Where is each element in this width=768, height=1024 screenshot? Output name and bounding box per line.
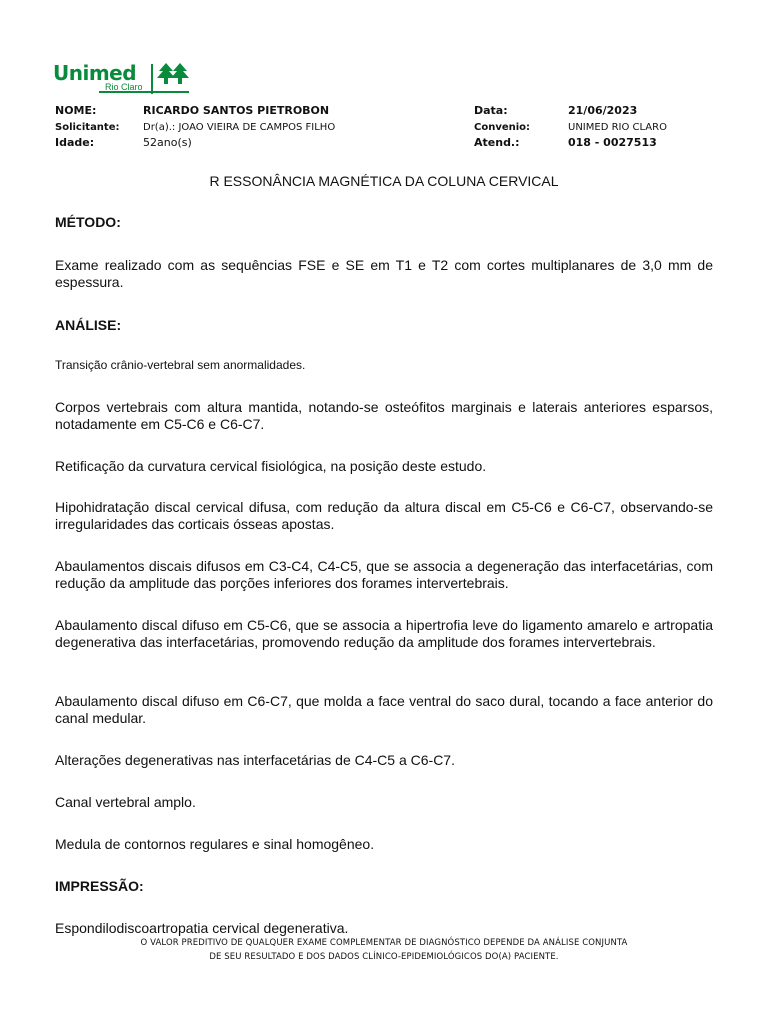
analise-heading: ANÁLISE: xyxy=(55,317,122,333)
convenio-value: UNIMED RIO CLARO xyxy=(568,122,667,133)
atend-label: Atend.: xyxy=(474,136,520,149)
analise-paragraph-3: Retificação da curvatura cervical fisiológica, na posição deste estudo. xyxy=(55,458,487,474)
logo-brand-text: Unimed xyxy=(53,61,137,85)
footer-disclaimer-line-1: O VALOR PREDITIVO DE QUALQUER EXAME COMPLEMENTAR DE DIAGNÓSTICO DEPENDE DA ANÁLISE CONJUNTA xyxy=(140,938,628,948)
logo-divider xyxy=(151,64,153,94)
logo-subtitle: Rio Claro xyxy=(105,82,143,92)
convenio-label: Convenio: xyxy=(474,122,531,133)
solicitante-label: Solicitante: xyxy=(55,122,120,133)
impressao-text: Espondilodiscoartropatia cervical degenerativa. xyxy=(55,920,349,936)
analise-paragraph-5: Abaulamentos discais difusos em C3-C4, C4-C5, que se associa a degeneração das interfacetárias, com redução da amplitude das porções inferiores dos forames intervertebrais. xyxy=(55,558,713,591)
atend-value: 018 - 0027513 xyxy=(568,136,657,149)
analise-paragraph-2: Corpos vertebrais com altura mantida, notando-se osteófitos marginais e laterais anteriores esparsos, notadamente em C5-C6 e C6-C7. xyxy=(55,399,713,432)
analise-paragraph-4: Hipohidratação discal cervical difusa, com redução da altura discal em C5-C6 e C6-C7, observando-se irregularidades das corticais ósseas apostas. xyxy=(55,499,713,532)
unimed-logo xyxy=(53,61,193,101)
nome-label: NOME: xyxy=(55,104,97,117)
impressao-heading: IMPRESSÃO: xyxy=(55,878,144,894)
analise-paragraph-7: Abaulamento discal difuso em C6-C7, que molda a face ventral do saco dural, tocando a face anterior do canal medular. xyxy=(55,693,713,726)
idade-label: Idade: xyxy=(55,136,95,149)
data-value: 21/06/2023 xyxy=(568,104,638,117)
pine-trees-icon xyxy=(157,63,189,85)
solicitante-value: Dr(a).: JOAO VIEIRA DE CAMPOS FILHO xyxy=(143,122,336,133)
footer-disclaimer-line-2: DE SEU RESULTADO E DOS DADOS CLÍNICO-EPIDEMIOLÓGICOS DO(A) PACIENTE. xyxy=(209,952,559,962)
nome-value: RICARDO SANTOS PIETROBON xyxy=(143,104,330,117)
analise-paragraph-9: Canal vertebral amplo. xyxy=(55,794,196,810)
metodo-text: Exame realizado com as sequências FSE e SE em T1 e T2 com cortes multiplanares de 3,0 mm de espessura. xyxy=(55,257,713,290)
metodo-heading: MÉTODO: xyxy=(55,214,121,230)
analise-paragraph-1: Transição crânio-vertebral sem anormalidades. xyxy=(55,358,306,372)
report-title: R ESSONÂNCIA MAGNÉTICA DA COLUNA CERVICAL xyxy=(209,173,559,189)
idade-value: 52ano(s) xyxy=(143,136,192,149)
analise-paragraph-6: Abaulamento discal difuso em C5-C6, que se associa a hipertrofia leve do ligamento amarelo e artropatia degenerativa das interfacetárias, promovendo redução da amplitude dos forames intervertebrais. xyxy=(55,617,713,650)
analise-paragraph-8: Alterações degenerativas nas interfacetárias de C4-C5 a C6-C7. xyxy=(55,752,455,768)
data-label: Data: xyxy=(474,104,508,117)
analise-paragraph-10: Medula de contornos regulares e sinal homogêneo. xyxy=(55,836,375,852)
